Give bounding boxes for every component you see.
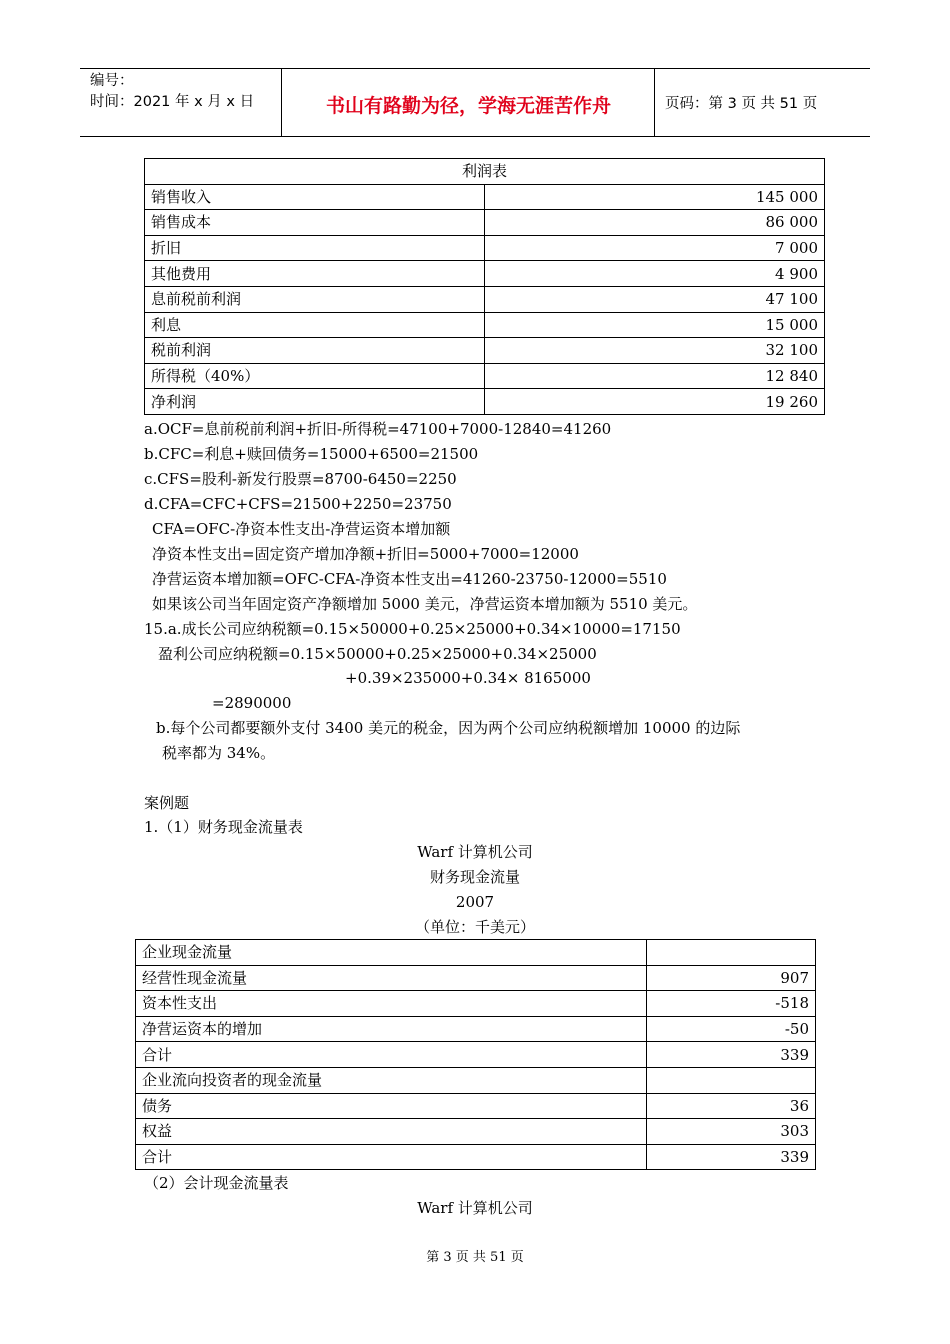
- answer-line: =2890000: [212, 694, 292, 712]
- table-row: 销售收入 145 000: [145, 184, 825, 210]
- statement-title: 财务现金流量: [429, 868, 520, 886]
- table-row: 息前税前利润 47 100: [145, 286, 825, 312]
- table-row: 经营性现金流量 907: [136, 965, 816, 991]
- table-row: 权益 303: [136, 1119, 816, 1145]
- table-row: 合计 339: [136, 1144, 816, 1170]
- company-name: Warf 计算机公司: [417, 1199, 533, 1217]
- statement-unit: （单位：千美元）: [414, 918, 535, 936]
- answer-d: d.CFA=CFC+CFS=21500+2250=23750: [144, 495, 452, 513]
- answer-b: b.CFC=利息+赎回债务=15000+6500=21500: [144, 445, 479, 463]
- table-row: 企业现金流量: [136, 940, 816, 966]
- income-table-title: 利润表: [145, 159, 825, 185]
- answer-a: a.OCF=息前税前利润+折旧-所得税=47100+7000-12840=41260: [144, 420, 612, 438]
- table-row: 税前利润 32 100: [145, 338, 825, 364]
- section-heading: 案例题: [144, 794, 190, 812]
- table-row: 销售成本 86 000: [145, 210, 825, 236]
- subsection-heading: 1.（1）财务现金流量表: [144, 818, 303, 836]
- header-top-rule: [80, 68, 870, 69]
- company-name: Warf 计算机公司: [417, 843, 533, 861]
- answer-line: 盈利公司应纳税额=0.15×50000+0.25×25000+0.34×25000: [158, 645, 597, 663]
- header-page-number: 页码：第 3 页 共 51 页: [665, 96, 818, 112]
- table-row: 净营运资本的增加 -50: [136, 1016, 816, 1042]
- answer-line: 净资本性支出=固定资产增加净额+折旧=5000+7000=12000: [152, 545, 579, 563]
- answer-c: c.CFS=股利-新发行股票=8700-6450=2250: [144, 470, 457, 488]
- table-row: 利息 15 000: [145, 312, 825, 338]
- question-15b: b.每个公司都要额外支付 3400 美元的税金，因为两个公司应纳税额增加 10000 的边际: [156, 719, 741, 737]
- header-motto: 书山有路勤为径，学海无涯苦作舟: [325, 95, 611, 117]
- time-label: 时间：2021 年 x 月 x 日: [90, 94, 255, 110]
- page-footer: 第 3 页 共 51 页: [426, 1250, 524, 1265]
- cash-flow-table: [135, 939, 816, 1170]
- table-row: 资本性支出 -518: [136, 991, 816, 1017]
- table-row: 所得税（40%） 12 840: [145, 363, 825, 389]
- table-row: 债务 36: [136, 1093, 816, 1119]
- answer-line: 税率都为 34%。: [162, 744, 276, 762]
- answer-line: CFA=OFC-净资本性支出-净营运资本增加额: [152, 520, 451, 538]
- income-statement-table: [144, 158, 825, 415]
- question-15a: 15.a.成长公司应纳税额=0.15×50000+0.25×25000+0.34×10000=17150: [144, 620, 681, 638]
- table-row: 折旧 7 000: [145, 235, 825, 261]
- header-bottom-rule: [80, 136, 870, 137]
- statement-year: 2007: [455, 893, 495, 911]
- table-row: 净利润 19 260: [145, 389, 825, 415]
- serial-label: 编号：: [90, 73, 134, 89]
- header-meta: [90, 71, 254, 113]
- subsection-heading: （2）会计现金流量表: [144, 1174, 289, 1192]
- answer-line: 如果该公司当年固定资产净额增加 5000 美元，净营运资本增加额为 5510 美元。: [152, 595, 698, 613]
- table-row: 合计 339: [136, 1042, 816, 1068]
- table-row: 其他费用 4 900: [145, 261, 825, 287]
- table-row: 企业流向投资者的现金流量: [136, 1067, 816, 1093]
- answer-line: 净营运资本增加额=OFC-CFA-净资本性支出=41260-23750-12000=5510: [152, 570, 667, 588]
- answer-line: +0.39×235000+0.34× 8165000: [345, 669, 591, 687]
